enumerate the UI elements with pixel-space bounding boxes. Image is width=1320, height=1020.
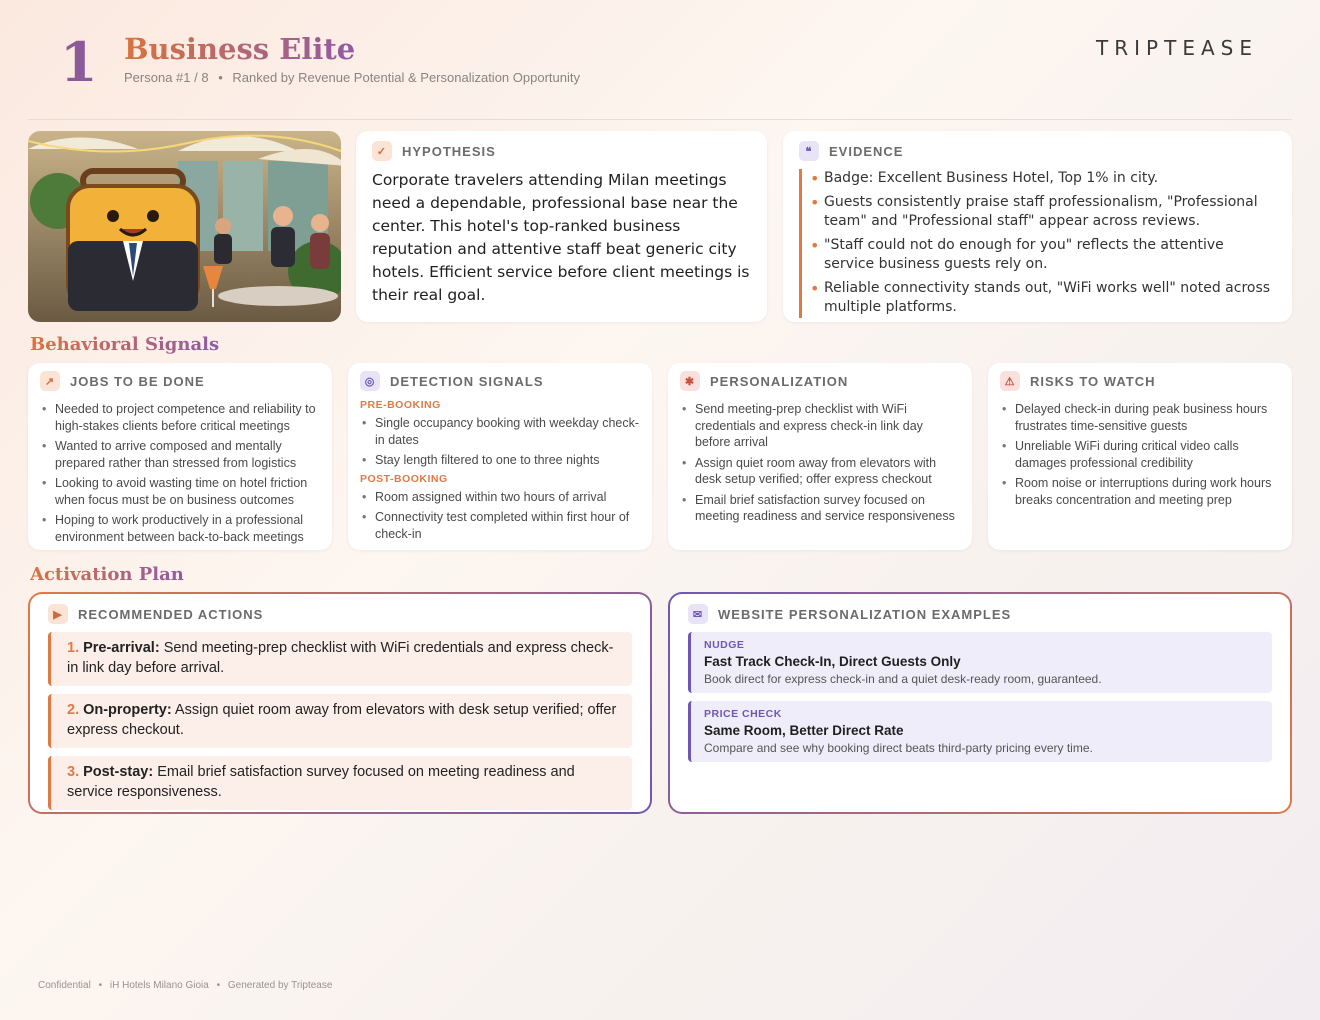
page-header <box>28 28 1292 120</box>
personalization-card <box>668 363 972 550</box>
envelope-icon: ✉ <box>688 604 708 624</box>
list-item: • Room noise or interruptions during work hours breaks concentration and meeting prep <box>1000 475 1280 508</box>
persona-illustration-image <box>28 131 341 322</box>
website-heading: WEBSITE PERSONALIZATION EXAMPLES <box>718 606 1012 622</box>
personalization-list <box>680 401 960 525</box>
page-title: Business Elite <box>124 32 356 66</box>
evidence-item: • Guests consistently praise staff professionalism, "Professional team" and "Professional staff" appear across reviews. <box>824 193 1276 232</box>
list-item: • Delayed check-in during peak business hours frustrates time-sensitive guests <box>1000 401 1280 434</box>
hypothesis-header <box>372 141 751 161</box>
jobs-to-be-done-card <box>28 363 332 550</box>
detection-signals-card <box>348 363 652 550</box>
risks-to-watch-card <box>988 363 1292 550</box>
page-footer: Confidential • iH Hotels Milano Gioia • Generated by Triptease <box>38 980 333 991</box>
list-item: • Wanted to arrive composed and mentally prepared rather than stressed from logistics <box>40 438 320 471</box>
sparkle-icon: ✱ <box>680 371 700 391</box>
list-item: • Room assigned within two hours of arrival <box>360 489 640 506</box>
evidence-header <box>799 141 1276 161</box>
action-step: 2. On-property: Assign quiet room away from elevators with desk setup verified; offer express checkout. <box>48 694 632 748</box>
list-item: • Send meeting-prep checklist with WiFi credentials and express check-in link day before arrival <box>680 401 960 451</box>
list-item: • Connectivity test completed within first hour of check-in <box>360 509 640 542</box>
recommended-actions-card <box>28 592 652 814</box>
persona-count: Persona #1 / 8 <box>124 70 209 85</box>
action-step: 1. Pre-arrival: Send meeting-prep checklist with WiFi credentials and express check-in link day before arrival. <box>48 632 632 686</box>
brand-logo: TRIPTEASE <box>1096 36 1258 60</box>
list-item: • Needed to project competence and reliability to high-stakes clients before critical meetings <box>40 401 320 434</box>
action-step: 3. Post-stay: Email brief satisfaction survey focused on meeting readiness and service responsiveness. <box>48 756 632 810</box>
pre-booking-list <box>360 415 640 469</box>
warning-icon: ⚠ <box>1000 371 1020 391</box>
hypothesis-heading: HYPOTHESIS <box>402 143 496 159</box>
list-item: • Single occupancy booking with weekday check-in dates <box>360 415 640 448</box>
list-item: • Stay length filtered to one to three nights <box>360 452 640 469</box>
play-icon: ▶ <box>48 604 68 624</box>
hypothesis-text: Corporate travelers attending Milan meetings need a dependable, professional base near the center. This hotel's top-ranked business reputation and attentive staff beat generic city hotels. Efficient service before client meetings is their real goal. <box>372 171 750 304</box>
jobs-list <box>40 401 320 545</box>
target-icon: ◎ <box>360 371 380 391</box>
check-icon: ✓ <box>372 141 392 161</box>
post-booking-label: POST-BOOKING <box>360 472 448 485</box>
ranking-note: Ranked by Revenue Potential & Personalization Opportunity <box>232 70 580 85</box>
actions-heading: RECOMMENDED ACTIONS <box>78 606 264 622</box>
website-example: NUDGE Fast Track Check-In, Direct Guests Only Book direct for express check-in and a quiet desk-ready room, guaranteed. <box>688 632 1272 693</box>
list-item: • Email brief satisfaction survey focused on meeting readiness and service responsiveness <box>680 492 960 525</box>
post-booking-list <box>360 489 640 543</box>
persona-illustration <box>28 131 341 322</box>
risks-heading: RISKS TO WATCH <box>1030 373 1156 389</box>
persona-rank: 1 <box>60 30 98 94</box>
evidence-item: • Reliable connectivity stands out, "WiFi works well" noted across multiple platforms. <box>824 279 1276 318</box>
list-item: • Hoping to work productively in a professional environment between back-to-back meetings <box>40 512 320 545</box>
arrow-up-right-icon: ↗ <box>40 371 60 391</box>
hypothesis-card <box>356 131 767 322</box>
personalization-heading: PERSONALIZATION <box>710 373 849 389</box>
detection-heading: DETECTION SIGNALS <box>390 373 544 389</box>
risks-list <box>1000 401 1280 508</box>
website-example: PRICE CHECK Same Room, Better Direct Rate Compare and see why booking direct beats third-party pricing every time. <box>688 701 1272 762</box>
evidence-item: • Badge: Excellent Business Hotel, Top 1% in city. <box>824 169 1276 189</box>
jobs-heading: JOBS TO BE DONE <box>70 373 205 389</box>
website-personalization-card <box>668 592 1292 814</box>
evidence-list <box>799 169 1276 318</box>
page-subtitle: Persona #1 / 8 • Ranked by Revenue Potential & Personalization Opportunity <box>124 70 580 85</box>
pre-booking-label: PRE-BOOKING <box>360 399 441 411</box>
evidence-item: • "Staff could not do enough for you" reflects the attentive service business guests rely on. <box>824 236 1276 275</box>
evidence-heading: EVIDENCE <box>829 143 904 159</box>
list-item: • Looking to avoid wasting time on hotel friction when focus must be on business outcomes <box>40 475 320 508</box>
list-item: • Unreliable WiFi during critical video calls damages professional credibility <box>1000 438 1280 471</box>
evidence-card <box>783 131 1292 322</box>
list-item: • Assign quiet room away from elevators with desk setup verified; offer express checkout <box>680 455 960 488</box>
behavioral-signals-title: Behavioral Signals <box>30 334 220 355</box>
quote-icon: ❝ <box>799 141 819 161</box>
activation-plan-title: Activation Plan <box>30 564 184 585</box>
